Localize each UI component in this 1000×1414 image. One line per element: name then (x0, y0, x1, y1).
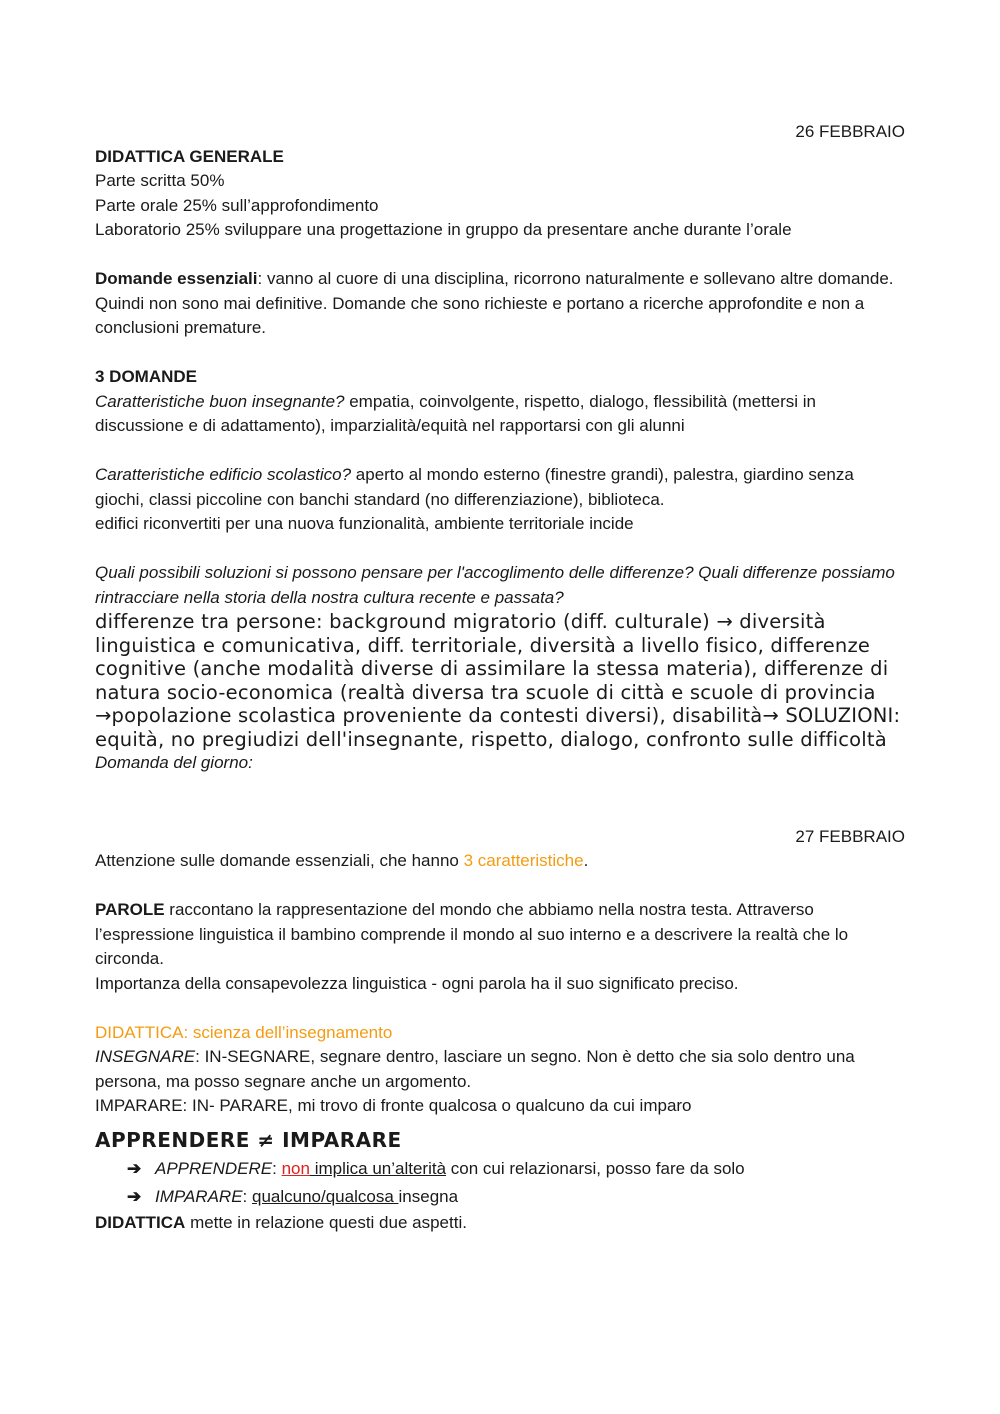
answer-building-extra: edifici riconvertiti per una nuova funzionalità, ambiente territoriale incide (95, 514, 634, 533)
essential-questions-text: : vanno al cuore di una disciplina, ricorrono naturalmente e sollevano altre domande. Quindi non sono mai definitive. Domande che sono richieste e portano a ricerche approfondite e non a conclusioni premature. (95, 269, 894, 337)
question-building-paragraph (95, 463, 905, 512)
didattica-definition: DIDATTICA: scienza dell’insegnamento (95, 1022, 393, 1042)
parole-paragraph (95, 898, 905, 972)
answer-teacher: empatia, coinvolgente, rispetto, dialogo, flessibilità (mettersi in discussione e di adattamento), imparzialità/equità nel rapportarsi con gli alunni (95, 391, 817, 435)
date-26-febbraio: 26 FEBBRAIO (795, 122, 905, 141)
comparison-list (95, 1155, 905, 1211)
daily-question-label: Domanda del giorno: (95, 753, 253, 772)
imparare-colon: : (242, 1186, 252, 1206)
imparare-line: IMPARARE: IN- PARARE, mi trovo di fronte qualcosa o qualcuno da cui imparo (95, 1096, 692, 1115)
closing-label: DIDATTICA (95, 1212, 186, 1232)
apprendere-underlined: implica un’alterità (309, 1158, 447, 1178)
parole-label: PAROLE (95, 900, 165, 919)
three-questions-title: 3 DOMANDE (95, 367, 198, 386)
insegnare-paragraph (95, 1045, 905, 1094)
answer-building: aperto al mondo esterno (finestre grandi), palestra, giardino senza giochi, classi piccoline con banchi standard (no differenziazione), biblioteca. (95, 465, 854, 509)
question-teacher: Caratteristiche buon insegnante? (95, 391, 345, 411)
arrow-icon: ➔ (127, 1186, 142, 1206)
answer-differences: differenze tra persone: background migratorio (diff. culturale) → diversità linguistica e comunicativa, diff. territoriale, diversità a livello fisico, differenze cognitive (anche modalità diverse di assimilare la stessa materia), differenze di natura socio-economica (realtà diversa tra scuole di città e scuole di provincia →popolazione scolastica proveniente da contesti diversi), disabilità→ SOLUZIONI: equità, no pregiudizi dell'insegnante, rispetto, dialogo, confronto sulle difficoltà (95, 610, 901, 751)
question-teacher-paragraph (95, 390, 905, 439)
date-27-febbraio: 27 FEBBRAIO (795, 826, 905, 846)
exam-line-lab: Laboratorio 25% sviluppare una progettazione in gruppo da presentare anche durante l’orale (95, 220, 792, 239)
exam-line-oral: Parte orale 25% sull’approfondimento (95, 195, 379, 215)
attention-end: . (583, 851, 589, 870)
attention-text: Attenzione sulle domande essenziali, che hanno (95, 851, 464, 870)
imparare-rest: insegna (398, 1186, 459, 1206)
question-building: Caratteristiche edificio scolastico? (95, 465, 352, 484)
imparare-label: IMPARARE (155, 1186, 243, 1206)
attention-highlight: 3 caratteristiche (463, 851, 584, 870)
apprendere-imparare-heading: APPRENDERE ≠ IMPARARE (95, 1127, 402, 1152)
arrow-icon: ➔ (127, 1158, 142, 1178)
list-item (95, 1183, 905, 1211)
essential-questions-label: Domande essenziali (95, 269, 258, 288)
importance-line: Importanza della consapevolezza linguistica - ogni parola ha il suo significato preciso. (95, 973, 739, 993)
apprendere-non: non (281, 1158, 310, 1178)
apprendere-colon: : (272, 1158, 282, 1178)
apprendere-label: APPRENDERE (155, 1158, 273, 1178)
exam-line-written: Parte scritta 50% (95, 171, 225, 190)
essential-questions-paragraph (95, 267, 905, 341)
apprendere-rest: con cui relazionarsi, posso fare da solo (446, 1158, 745, 1178)
insegnare-text: : IN-SEGNARE, segnare dentro, lasciare un segno. Non è detto che sia solo dentro una persona, ma posso segnare anche un argomento. (95, 1047, 855, 1091)
insegnare-label: INSEGNARE (95, 1047, 196, 1066)
imparare-underlined: qualcuno/qualcosa (252, 1186, 399, 1206)
list-item (95, 1155, 905, 1183)
attention-line (95, 849, 905, 874)
closing-text: mette in relazione questi due aspetti. (185, 1212, 467, 1232)
document-page (95, 120, 905, 1235)
question-differences: Quali possibili soluzioni si possono pensare per l'accoglimento delle differenze? Quali differenze possiamo rintracciare nella storia della nostra cultura recente e passata? (95, 563, 895, 607)
closing-paragraph (95, 1211, 905, 1236)
parole-text: raccontano la rappresentazione del mondo che abbiamo nella nostra testa. Attraverso l’espressione linguistica il bambino comprende il mondo al suo interno e a descrivere la realtà che lo circonda. (95, 900, 849, 968)
course-title: DIDATTICA GENERALE (95, 146, 284, 166)
